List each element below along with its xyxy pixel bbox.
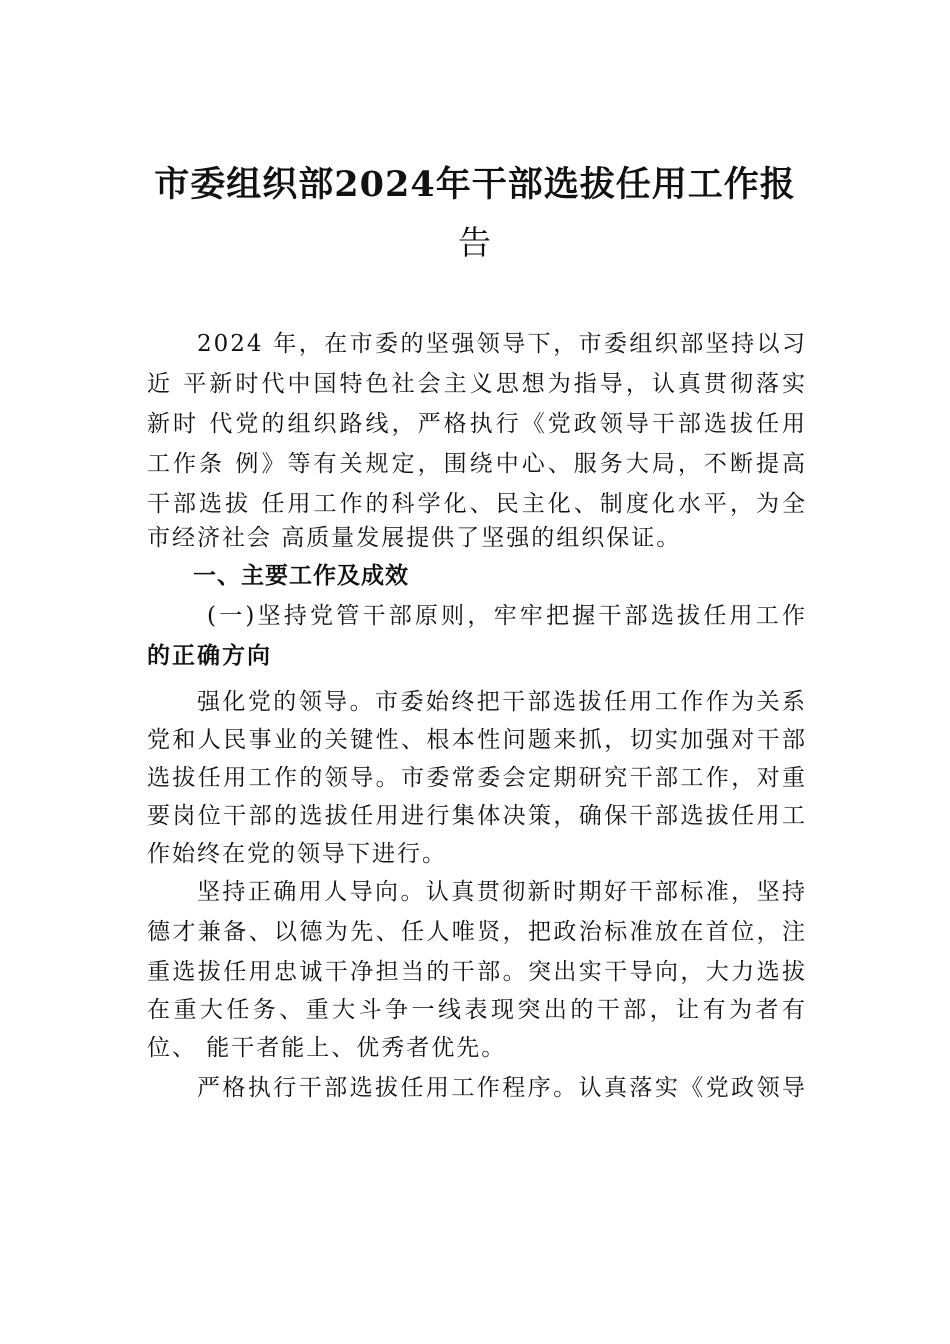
paragraph-line: 强化党的领导。市委始终把干部选拔任用工作作为关系: [197, 689, 807, 715]
section-heading: 一、主要工作及成效: [193, 562, 409, 589]
document-title-continued: 告: [458, 223, 492, 262]
paragraph-line: 严格执行干部选拔任用工作程序。认真落实《党政领导: [197, 1075, 807, 1101]
paragraph-line: 德才兼备、以德为先、任人唯贤，把政治标准放在首位，注: [147, 919, 807, 945]
paragraph-line: 重选拔任用忠诚干净担当的干部。突出实干导向，大力选拔: [147, 959, 807, 985]
paragraph-line: 作始终在党的领导下进行。: [147, 841, 447, 867]
paragraph-line: 选拔任用工作的领导。市委常委会定期研究干部工作，对重: [147, 765, 807, 791]
paragraph-line: 位、 能干者能上、优秀者优先。: [147, 1035, 507, 1061]
paragraph-line: 在重大任务、重大斗争一线表现突出的干部，让有为者有: [147, 997, 807, 1023]
subsection-heading-continued: 的正确方向: [147, 642, 272, 669]
paragraph-line: 坚持正确用人导向。认真贯彻新时期好干部标准，坚持: [197, 879, 807, 905]
paragraph-line: 2024 年，在市委的坚强领导下，市委组织部坚持以习: [197, 331, 807, 357]
paragraph-line: 近 平新时代中国特色社会主义思想为指导，认真贯彻落实: [147, 371, 807, 397]
paragraph-line: 要岗位干部的选拔任用进行集体决策，确保干部选拔任用工: [147, 803, 807, 829]
paragraph-line: 市经济社会 高质量发展提供了坚强的组织保证。: [147, 525, 682, 551]
document-title: 市委组织部2024年干部选拔任用工作报: [154, 164, 796, 205]
subsection-heading: (一)坚持党管干部原则，牢牢把握干部选拔任用工作: [207, 603, 807, 629]
paragraph-line: 干部选拔 任用工作的科学化、民主化、制度化水平，为全: [147, 491, 807, 517]
paragraph-line: 新时 代党的组织路线，严格执行《党政领导干部选拔任用: [147, 411, 807, 437]
paragraph-line: 工作条 例》等有关规定，围绕中心、服务大局，不断提高: [147, 451, 807, 477]
paragraph-line: 党和人民事业的关键性、根本性问题来抓，切实加强对干部: [147, 727, 807, 753]
